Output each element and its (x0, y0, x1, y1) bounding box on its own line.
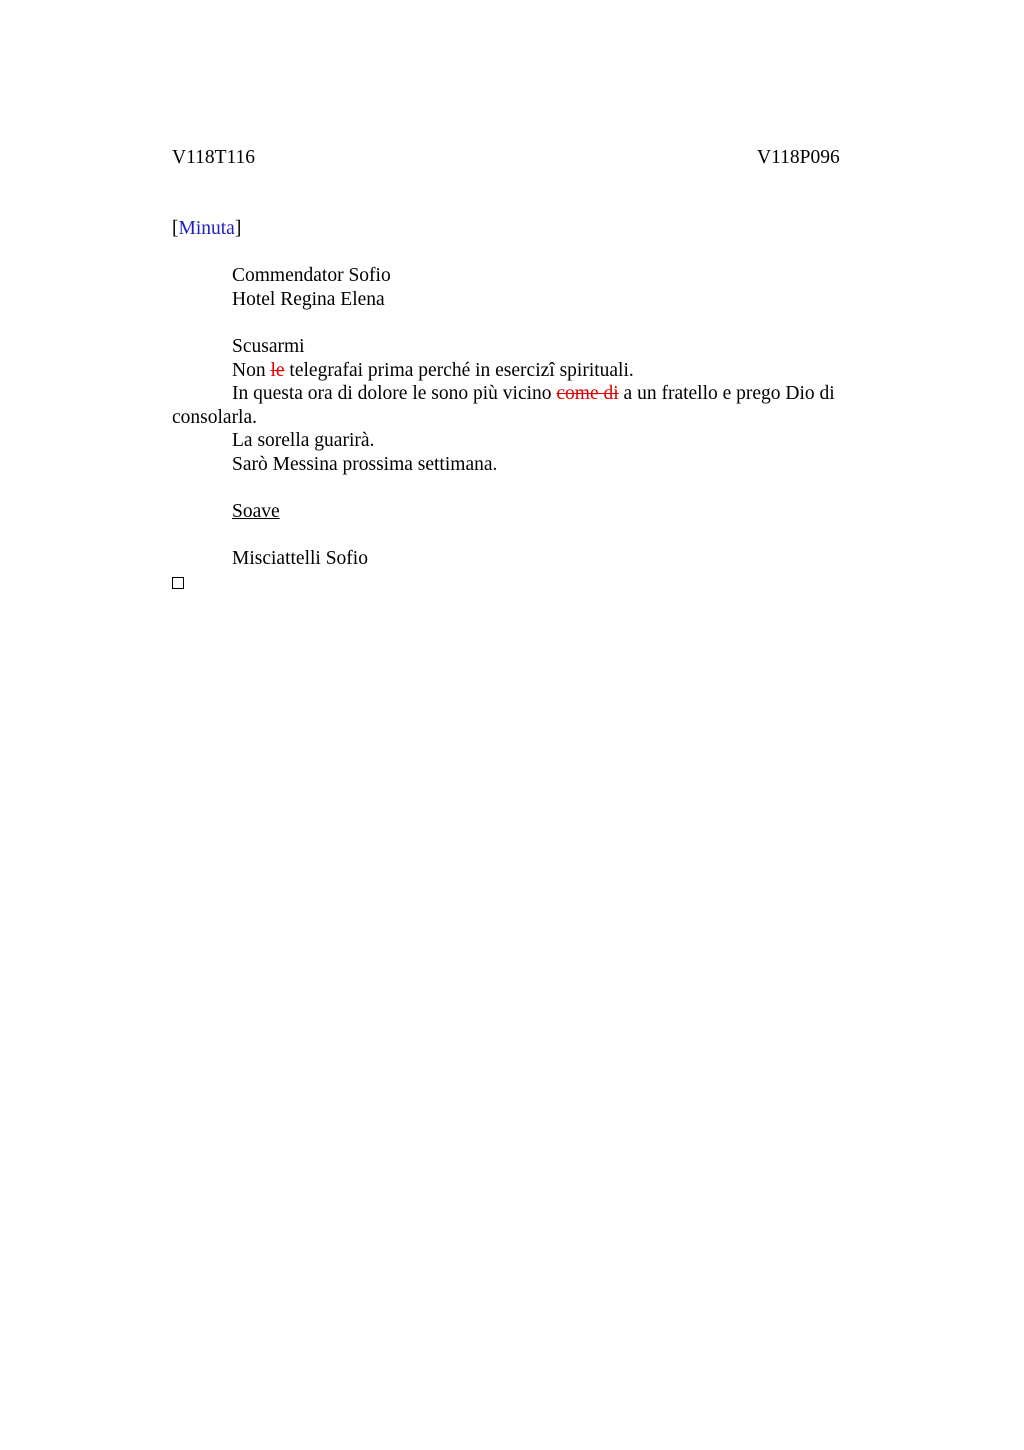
document-code-left: V118T116 (172, 147, 256, 168)
addressee-footer: Misciattelli Sofio (232, 548, 368, 570)
signature-text: Soave (232, 501, 280, 523)
document-code-right: V118P096 (757, 147, 840, 168)
document-type-label (172, 217, 872, 241)
deleted-text: come di (556, 383, 619, 405)
spacer (172, 477, 872, 501)
spacer (172, 311, 872, 335)
text-segment: In questa ora di dolore le sono più vicino (232, 383, 557, 405)
message-line-1: Scusarmi (232, 335, 305, 357)
message-line-5: Sarò Messina prossima settimana. (232, 453, 498, 475)
message-line-4: La sorella guarirà. (232, 430, 375, 452)
recipient-address: Hotel Regina Elena (232, 288, 385, 310)
letter-body (172, 217, 872, 595)
text-segment: a un fratello e prego Dio di consolarla. (172, 383, 835, 428)
empty-square-icon (172, 577, 184, 589)
label-text: Minuta (178, 218, 235, 239)
text-segment: Non (232, 359, 271, 381)
text-segment: telegrafai prima perché in esercizi (284, 359, 555, 381)
end-marker (172, 571, 872, 595)
spacer (172, 524, 872, 548)
message-line-2 (172, 359, 872, 383)
signature (172, 500, 872, 524)
message-line-3 (172, 382, 872, 429)
text-segment: spirituali. (554, 359, 634, 381)
spacer (172, 241, 872, 265)
recipient-name: Commendator Sofio (232, 265, 391, 287)
deleted-text: le (270, 359, 285, 381)
label-bracket-close: ] (234, 218, 242, 239)
label-bracket-open: [ (172, 218, 179, 239)
